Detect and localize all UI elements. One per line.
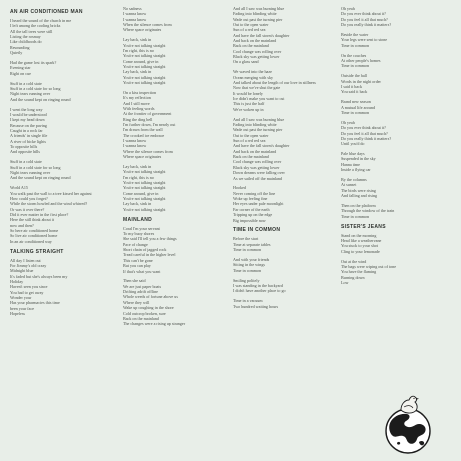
- lyric-line: It would be lonely: [233, 90, 263, 96]
- lyric-line: We're woken up in: [233, 106, 264, 112]
- lyric-line: Pale blue days: [341, 151, 365, 157]
- lyric-line: At the frontier of government: [123, 111, 172, 117]
- lyric-line: At sunset: [341, 182, 357, 188]
- lyric-line: Come around, give in: [123, 58, 159, 64]
- lyric-line: You're not talking straight: [123, 53, 166, 59]
- lyric-stanza: [10, 159, 108, 180]
- lyric-stanza: [233, 185, 329, 222]
- lyric-line: I didn't have another place to go: [233, 288, 286, 294]
- lyric-stanza: [341, 120, 437, 147]
- lyric-line: Night tears running over: [10, 169, 51, 175]
- lyric-line: Oh yeah: [341, 6, 355, 11]
- lyric-stanza: [341, 151, 437, 172]
- lyric-line: Do you really think it matters?: [341, 135, 392, 141]
- lyric-line: Lay back, sink in: [123, 164, 152, 170]
- lyric-line: And back on the mainland: [233, 38, 277, 44]
- lyric-line: You had to get away: [10, 289, 44, 295]
- lyric-line: On a glass sand: [233, 59, 259, 65]
- lyric-line: Hanna time: [341, 161, 360, 167]
- lyric-line: I'm further down, I'm nearly out: [123, 122, 176, 128]
- lyric-line: Tripping up on the edge: [233, 212, 273, 218]
- lyric-line: As we sailed off the mainland: [233, 175, 282, 181]
- lyric-line: Do you feel it all that much?: [341, 16, 388, 22]
- lyric-line: Listing the rosmay: [10, 34, 41, 40]
- lyric-line: You stuck to your shot: [341, 243, 378, 249]
- lyric-stanza: [123, 278, 219, 326]
- lyric-line: Two hundred waiting hours: [233, 303, 279, 309]
- lyric-line: Cool change was rolling over: [233, 48, 282, 54]
- lyric-line: Do you feel it all that much?: [341, 130, 388, 136]
- lyric-line: Sitting in the wings: [233, 262, 265, 268]
- lyric-line: I said it back: [341, 83, 363, 89]
- lyric-line: Time at separate tables: [233, 241, 271, 247]
- lyric-line: It's faded but she's always been my: [10, 273, 68, 279]
- lyric-line: Stuff in a cold state for so long: [10, 164, 61, 170]
- lyric-line: Sun of a red red sea: [233, 27, 266, 33]
- lyric-line: Short chain of jagged rock: [123, 247, 167, 253]
- lyric-line: Coral I'm your servant: [123, 225, 160, 231]
- lyric-stanza: [233, 298, 329, 309]
- lyric-line: Or was it over there?: [10, 206, 45, 212]
- lyric-line: Black sky was getting lower: [233, 54, 280, 60]
- lyric-stanza: [233, 6, 329, 65]
- lyric-line: Head like a weathervane: [341, 238, 382, 244]
- lyric-line: Burning down: [341, 274, 365, 280]
- lyric-line: No sadness: [123, 6, 142, 11]
- lyric-line: I was standing in the backyard: [233, 283, 283, 289]
- lyric-line: Quietly: [10, 50, 23, 56]
- lyric-stanza: [341, 32, 437, 48]
- lyric-line: Lay back, sink in: [123, 201, 152, 207]
- lyric-line: You're not talking straight: [123, 169, 166, 175]
- lyric-line: And falling and rising: [341, 193, 378, 199]
- lyric-line: But you can play: [123, 263, 151, 269]
- lyrics-column-1: [10, 6, 108, 321]
- lyric-line: And I still move: [123, 100, 150, 106]
- lyric-line: While the storm howled and the wind whirred?: [10, 201, 88, 207]
- lyric-line: All day I listen out: [10, 257, 41, 263]
- lyric-line: A river of bicke lights: [10, 138, 46, 144]
- lyric-stanza: [10, 60, 108, 76]
- lyric-line: Do you ever think about it?: [341, 125, 386, 131]
- lyric-line: Cool change was rolling over: [233, 159, 282, 165]
- lyric-stanza: [10, 81, 108, 102]
- lyric-line: Never coming off the line: [233, 190, 276, 196]
- lyric-line: Now that we've shut the gate: [233, 85, 281, 91]
- lyric-line: How could you forget?: [10, 195, 48, 201]
- lyric-line: Resounding: [10, 44, 30, 50]
- lyric-stanza: [341, 177, 437, 198]
- lyric-line: Beside the water: [341, 31, 369, 37]
- lyric-line: And have the fall storm's daughter: [233, 143, 290, 149]
- lyric-line: And all I saw was burning blue: [233, 116, 285, 122]
- lyric-line: Inside a flying car: [341, 167, 371, 173]
- lyric-stanza: [233, 69, 329, 112]
- lyric-stanza: [341, 73, 437, 94]
- lyric-line: Do you ever think about it?: [341, 11, 386, 17]
- lyric-line: Had the game lost its spark?: [10, 60, 57, 65]
- lyric-line: To opposite hills: [10, 144, 38, 149]
- lyric-line: On the couches: [341, 52, 367, 58]
- lyrics-column-4: [341, 6, 437, 290]
- lyric-line: Hooked: [233, 185, 246, 191]
- bird-icon: [401, 396, 417, 413]
- lyric-line: I left among the cooling bricks: [10, 23, 61, 29]
- lyric-line: I wanna know: [123, 16, 147, 22]
- lyric-stanza: [123, 90, 219, 159]
- lyric-line: Come around, give in: [123, 190, 159, 196]
- lyric-line: I wanna know: [123, 138, 147, 144]
- lyric-line: Then on the platform: [341, 203, 376, 209]
- lyric-stanza: [10, 18, 108, 55]
- lyric-line: I kept my head down: [10, 117, 45, 123]
- lyric-line: And the sound kept on ringing round: [10, 96, 71, 102]
- lyric-line: Because on the paving: [10, 122, 47, 128]
- lyric-line: Far corner of the earth: [233, 206, 270, 212]
- lyric-line: You have the flaming: [341, 269, 377, 275]
- lyric-line: Out to the open water: [233, 22, 269, 28]
- lyric-line: Out to the open water: [233, 132, 269, 138]
- lyric-line: now and then?: [10, 222, 34, 228]
- lyric-line: Caught in a rock far: [10, 127, 43, 133]
- globe-with-bird-icon: [363, 383, 453, 455]
- lyric-line: The changes were a rising up stranger: [123, 321, 186, 327]
- lyric-line: Fading into blinding white: [233, 11, 277, 17]
- lyric-line: A friends' in single file: [10, 133, 48, 139]
- lyric-line: Time in common: [233, 247, 262, 253]
- lyric-line: So live air conditioned home: [10, 233, 58, 239]
- lyric-line: Evening star: [10, 65, 31, 71]
- lyric-line: Here the still think about it: [10, 217, 54, 223]
- lyric-line: Fading into blinding white: [233, 122, 277, 128]
- lyric-line: If that's what you want: [123, 268, 161, 274]
- lyric-line: The crooked ice embrace: [123, 132, 165, 138]
- lyric-line: Back on the mainland: [123, 315, 159, 321]
- lyric-line: Back on the mainland: [233, 43, 269, 49]
- lyric-line: You're not talking straight: [123, 180, 166, 186]
- lyric-stanza: [123, 37, 219, 85]
- lyric-line: Outside the hall: [341, 73, 367, 79]
- lyric-line: Wonder your: [10, 295, 32, 301]
- lyric-line: In an air conditioned way: [10, 238, 52, 244]
- lyric-stanza: [233, 257, 329, 273]
- lyric-stanza: [10, 258, 108, 317]
- lyric-line: You're not talking straight: [123, 80, 166, 86]
- lyric-stanza: [341, 53, 437, 69]
- lyric-line: You're not talking straight: [123, 196, 166, 202]
- lyric-line: I would be understood: [10, 111, 47, 117]
- lyric-line: With feeling words: [123, 106, 155, 112]
- lyric-line: Stuff in a cold state: [10, 80, 42, 86]
- lyric-line: This is just the half: [233, 101, 265, 107]
- lyric-line: Stuff in a cold state: [10, 159, 42, 165]
- lyric-line: Cling to your lemonade: [341, 248, 380, 254]
- lyric-line: Lay back, sink in: [123, 37, 152, 43]
- lyric-line: And talked about the length of our love in stillness: [233, 80, 316, 86]
- lyric-line: You said it back: [341, 89, 368, 95]
- lyric-line: You walk past the wall to a tree kissed her against: [10, 190, 92, 196]
- lyric-line: And the sound kept on ringing round: [10, 175, 71, 181]
- lyric-line: Black sky was getting lower: [233, 164, 280, 170]
- lyric-line: To my buoy shores: [123, 231, 155, 237]
- lyric-line: Wake up coughing in the shore: [123, 305, 174, 311]
- lyric-line: I heard the sound of the church in me: [10, 18, 72, 23]
- lyric-line: You're not talking straight: [123, 74, 166, 80]
- lyric-stanza: [123, 164, 219, 212]
- lyric-line: I went the long way: [10, 106, 43, 112]
- lyric-line: Suspended in the sky: [341, 156, 376, 162]
- lyric-line: So here air conditioned home: [10, 228, 59, 233]
- lyric-line: We are just paper boats: [123, 283, 162, 289]
- lyric-line: And opposite hills: [10, 149, 41, 155]
- lyric-line: Did it ever matter in the first place?: [10, 211, 69, 217]
- lyric-line: I wanna know: [123, 11, 147, 17]
- lyric-line: Haven't seen you since: [10, 284, 48, 290]
- lyric-line: And with your friends: [233, 257, 270, 263]
- lyric-stanza: [10, 185, 108, 244]
- lyric-line: You're not talking straight: [123, 42, 166, 48]
- lyric-line: Where space originates: [123, 154, 162, 160]
- lyric-stanza: [341, 99, 437, 115]
- lyric-line: Until you'd do: [341, 141, 365, 147]
- lyric-line: Night tears running over: [10, 91, 51, 97]
- lyric-line: been your face: [10, 305, 35, 311]
- lyric-stanza: [123, 226, 219, 274]
- lyric-line: She said I'll tell you a few things: [123, 236, 177, 242]
- lyric-line: Down dreams were falling over: [233, 170, 285, 176]
- lyric-line: The bags were wiping out of tone: [341, 264, 397, 269]
- lyric-stanza: [341, 203, 437, 219]
- lyric-line: Pace of change: [123, 241, 148, 247]
- lyric-line: Hopeless: [10, 311, 26, 317]
- lyric-line: Right on cue: [10, 70, 31, 76]
- lyric-line: Sun of a red red sea: [233, 138, 266, 144]
- lyric-line: Before the start: [233, 236, 259, 242]
- lyric-line: Big impossible now: [233, 217, 266, 223]
- lyric-line: And have the fall storm's daughter: [233, 32, 290, 38]
- lyric-line: Oh yeah: [341, 119, 355, 125]
- lyric-line: Time in common: [341, 109, 370, 115]
- lyric-line: Holiday: [10, 279, 24, 284]
- lyric-line: Time in common: [341, 42, 370, 48]
- lyric-line: The birds were rising: [341, 187, 376, 193]
- lyric-line: Stand on the morning: [341, 232, 377, 238]
- lyric-stanza: [233, 278, 329, 294]
- lyric-line: Drifting adrift offline: [123, 289, 158, 295]
- lyric-line: You're not talking straight: [123, 185, 166, 191]
- lyric-line: Time in common: [233, 267, 262, 273]
- lyric-line: All the tall trees were still: [10, 28, 53, 34]
- lyric-line: Whole weeds of fortune above us: [123, 294, 178, 300]
- lyric-line: Wade out past the turning pier: [233, 127, 283, 133]
- lyrics-column-3: [233, 6, 329, 314]
- lyric-line: Where the silence comes from: [123, 148, 173, 154]
- bird-beak: [416, 398, 419, 400]
- lyric-line: Stuff in a cold state for so long: [10, 85, 61, 91]
- lyric-stanza: [341, 233, 437, 254]
- song-title: TALKING STRAIGHT: [10, 248, 64, 255]
- lyric-line: For Jimmy's old crazy: [10, 262, 47, 268]
- lyrics-column-2: [123, 6, 219, 331]
- lyric-line: Cold outcrop broken, sure: [123, 310, 166, 316]
- lyric-line: Wade out past the turning pier: [233, 16, 283, 22]
- lyric-line: Your legs were sent to stone: [341, 37, 388, 43]
- lyric-line: It's my reflection: [123, 95, 151, 101]
- lyric-line: When the silence comes from: [123, 22, 172, 28]
- lyric-line: On a kiss inspection: [123, 90, 157, 95]
- lyric-stanza: [341, 6, 437, 27]
- lyric-line: I'm right, this is no: [123, 48, 154, 53]
- lyric-line: Ocean merging with sky: [233, 74, 274, 80]
- lyric-line: Low: [341, 280, 349, 286]
- lyric-line: Do you really think it matters?: [341, 22, 392, 28]
- lyric-line: Back on the mainland: [233, 154, 269, 160]
- lyric-line: Time in a vacuum: [233, 298, 263, 304]
- lyric-line: By the columns: [341, 177, 367, 183]
- lyric-line: I'm drawn from the wall: [123, 127, 163, 133]
- lyric-line: Out at the wind: [341, 258, 367, 264]
- lyric-line: Woke up feeling fine: [233, 196, 268, 202]
- lyric-line: Midnight blue: [10, 268, 34, 274]
- lyric-line: Time in common: [341, 63, 370, 69]
- lyric-line: This can't be gone: [123, 257, 153, 263]
- lyric-line: World A15: [10, 185, 28, 191]
- lyric-stanza: [10, 107, 108, 155]
- lyric-line: Has your pharmacies this time: [10, 300, 60, 306]
- lyric-line: A mutual life around: [341, 104, 375, 110]
- lyric-line: You're not talking straight: [123, 64, 166, 70]
- lyric-line: Tread careful in the higher level: [123, 252, 176, 258]
- lyric-line: Where they will: [123, 299, 150, 305]
- song-title: SISTER'S JEANS: [341, 223, 386, 230]
- lyric-line: Like childhoods do: [10, 39, 42, 45]
- lyric-line: And all I saw was burning blue: [233, 6, 285, 11]
- lyric-line: We waved into the haze: [233, 69, 272, 75]
- bird-eye: [413, 398, 414, 399]
- lyric-line: Lay back, sink in: [123, 69, 152, 75]
- song-title: AN AIR CONDITIONED MAN: [10, 9, 83, 15]
- lyric-line: Through the window of the train: [341, 208, 395, 214]
- lyric-stanza: [233, 236, 329, 252]
- lyric-line: Then she said: [123, 278, 146, 284]
- lyric-line: Time in common: [341, 213, 370, 219]
- lyric-line: And back on the mainland: [233, 148, 277, 154]
- lyric-line: At other people's homes: [341, 57, 381, 63]
- song-title: MAINLAND: [123, 216, 153, 223]
- lyric-line: You're not talking straight: [123, 206, 166, 212]
- song-title: TIME IN COMMON: [233, 227, 281, 234]
- lyric-line: Her eyes under pale moonlight: [233, 201, 284, 207]
- lyric-line: Smiling politely: [233, 277, 260, 283]
- lyric-line: I wanna know: [123, 143, 147, 149]
- lyric-stanza: [233, 117, 329, 181]
- lyric-line: Words in the night order: [341, 78, 381, 84]
- lyric-line: Brand new season: [341, 99, 371, 105]
- lyric-line: Ice didn't make you want to cut: [233, 96, 285, 102]
- lyric-line: I'm right, this is no: [123, 174, 154, 180]
- lyric-line: Where space originates: [123, 27, 162, 33]
- lyric-line: Ring the ding bell: [123, 116, 153, 122]
- lyric-stanza: [341, 259, 437, 286]
- lyric-stanza: [123, 6, 219, 33]
